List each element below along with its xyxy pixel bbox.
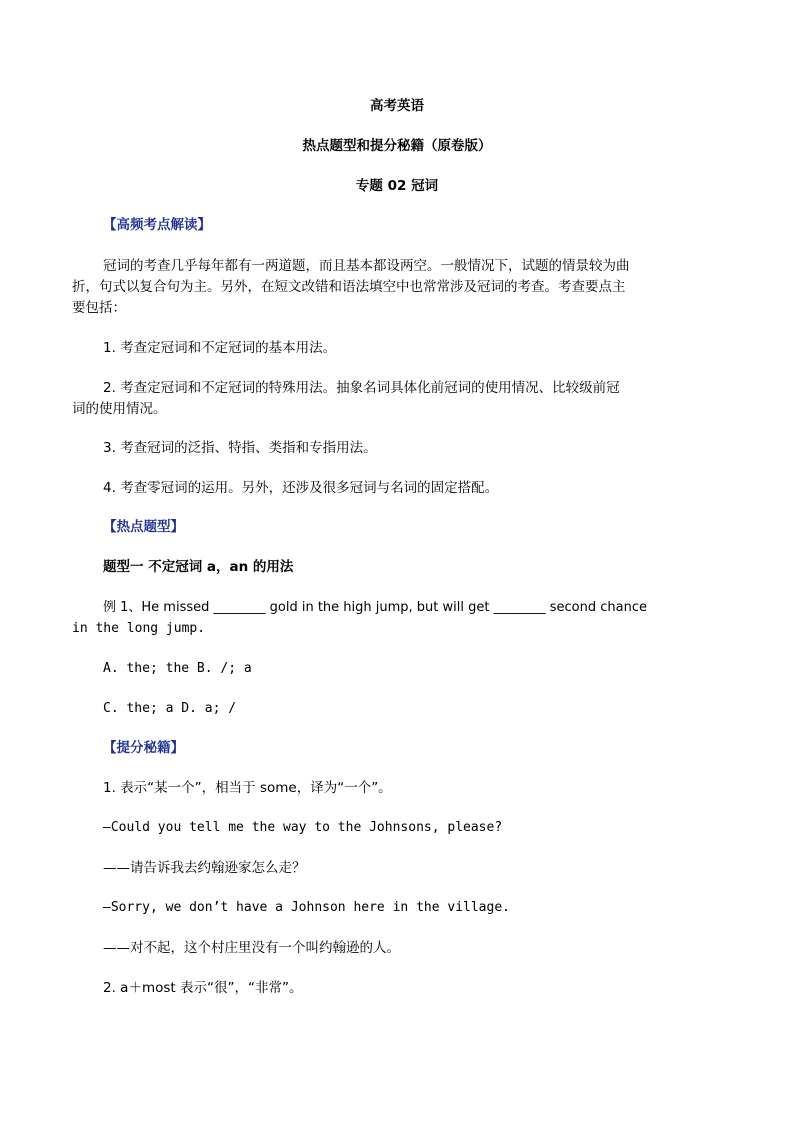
dialog-1-chinese: ——请告诉我去约翰逊家怎么走？ — [103, 860, 306, 876]
intro-line-2: 折，句式以复合句为主。另外，在短文改错和语法填空中也常常涉及冠词的考查。考查要点主 — [72, 279, 626, 295]
key-point-2-line-2: 词的使用情况。 — [72, 401, 167, 417]
intro-line-3: 要包括： — [72, 300, 126, 316]
key-point-4: 4. 考查零冠词的运用。另外，还涉及很多冠词与名词的固定搭配。 — [103, 480, 499, 496]
document-title: 高考英语 — [370, 98, 424, 114]
dialog-1-english: —Could you tell me the way to the Johnsons, please? — [103, 820, 503, 835]
rule-2: 2. a＋most 表示“很”，“非常”。 — [103, 980, 303, 996]
intro-line-1: 冠词的考查几乎每年都有一两道题，而且基本都设两空。一般情况下，试题的情景较为曲 — [103, 258, 630, 274]
section-heading-frequent-points: 【高频考点解读】 — [103, 217, 211, 233]
options-a-b: A. the; the B. /; a — [103, 661, 252, 676]
topic-title: 专题 02 冠词 — [355, 178, 439, 194]
question-type-1-title: 题型一 不定冠词 a，an 的用法 — [103, 559, 294, 575]
options-c-d: C. the; a D. a; / — [103, 701, 237, 716]
section-heading-tips: 【提分秘籍】 — [103, 740, 184, 756]
example-1-line-2: in the long jump. — [72, 621, 206, 636]
section-heading-hot-types: 【热点题型】 — [103, 519, 184, 535]
example-1-line-1: 例 1、He missed ________ gold in the high jump, but will get ________ second chance — [103, 600, 647, 615]
key-point-2-line-1: 2. 考查定冠词和不定冠词的特殊用法。抽象名词具体化前冠词的使用情况、比较级前冠 — [103, 380, 620, 396]
dialog-2-chinese: ——对不起，这个村庄里没有一个叫约翰逊的人。 — [103, 940, 400, 956]
rule-1: 1. 表示“某一个”，相当于 some，译为“一个”。 — [103, 780, 392, 796]
key-point-1: 1. 考查定冠词和不定冠词的基本用法。 — [103, 340, 337, 356]
document-subtitle: 热点题型和提分秘籍（原卷版） — [302, 138, 492, 154]
key-point-3: 3. 考查冠词的泛指、特指、类指和专指用法。 — [103, 440, 377, 456]
dialog-2-english: —Sorry, we don’t have a Johnson here in the village. — [103, 900, 510, 915]
